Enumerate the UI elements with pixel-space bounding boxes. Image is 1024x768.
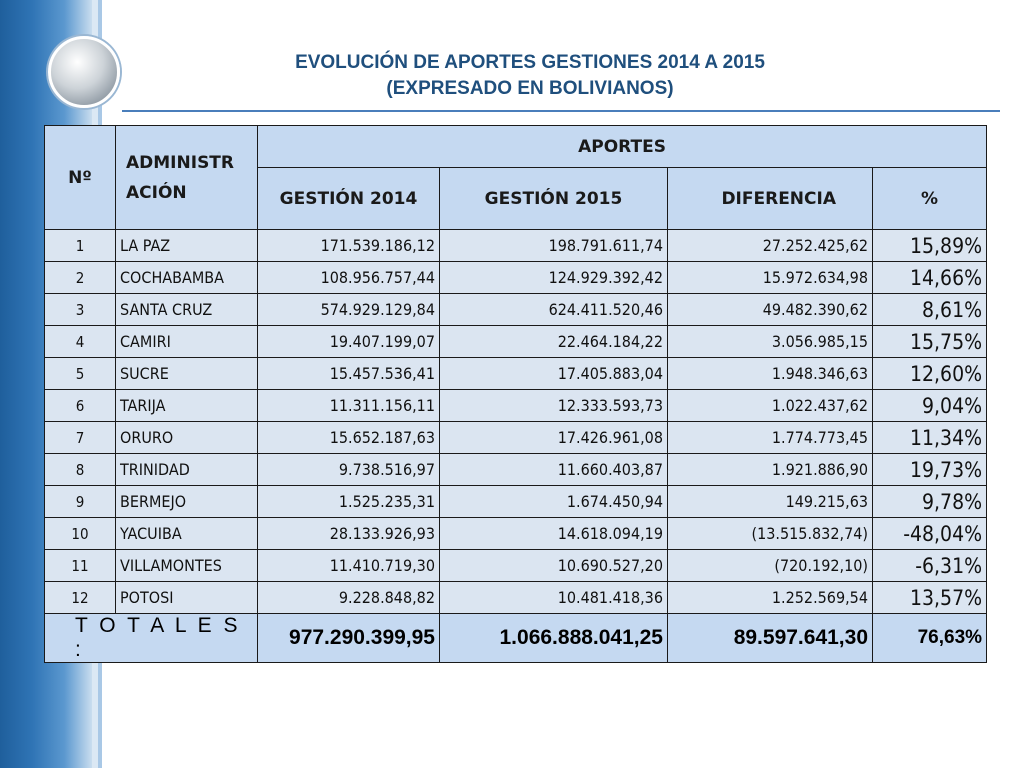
- row-percent: -48,04%: [873, 518, 987, 550]
- title-line-2: (EXPRESADO EN BOLIVIANOS): [386, 78, 674, 99]
- row-number: 9: [45, 486, 116, 518]
- row-diferencia: (720.192,10): [668, 550, 873, 582]
- row-percent: 12,60%: [873, 358, 987, 390]
- row-gestion-2015: 1.674.450,94: [440, 486, 668, 518]
- header-gestion-2014: GESTIÓN 2014: [258, 168, 440, 230]
- row-number: 11: [45, 550, 116, 582]
- header-aportes: APORTES: [258, 126, 987, 168]
- row-gestion-2015: 624.411.520,46: [440, 294, 668, 326]
- table-row: [45, 486, 987, 518]
- row-number: 5: [45, 358, 116, 390]
- row-diferencia: 1.022.437,62: [668, 390, 873, 422]
- title-divider: [122, 110, 1000, 112]
- table-row: [45, 326, 987, 358]
- row-gestion-2014: 108.956.757,44: [258, 262, 440, 294]
- row-administracion: VILLAMONTES: [116, 550, 258, 582]
- row-administracion: LA PAZ: [116, 230, 258, 262]
- row-diferencia: 149.215,63: [668, 486, 873, 518]
- row-gestion-2015: 10.690.527,20: [440, 550, 668, 582]
- row-number: 3: [45, 294, 116, 326]
- row-gestion-2014: 15.457.536,41: [258, 358, 440, 390]
- row-diferencia: 3.056.985,15: [668, 326, 873, 358]
- row-percent: 11,34%: [873, 422, 987, 454]
- row-number: 8: [45, 454, 116, 486]
- row-gestion-2015: 198.791.611,74: [440, 230, 668, 262]
- row-number: 1: [45, 230, 116, 262]
- row-percent: 19,73%: [873, 454, 987, 486]
- row-percent: 9,78%: [873, 486, 987, 518]
- totals-gestion-2015: 1.066.888.041,25: [440, 614, 668, 663]
- row-diferencia: 1.948.346,63: [668, 358, 873, 390]
- aportes-table: [44, 125, 987, 663]
- table-row: [45, 294, 987, 326]
- row-diferencia: 15.972.634,98: [668, 262, 873, 294]
- row-gestion-2014: 574.929.129,84: [258, 294, 440, 326]
- row-percent: 9,04%: [873, 390, 987, 422]
- row-administracion: ORURO: [116, 422, 258, 454]
- row-administracion: COCHABAMBA: [116, 262, 258, 294]
- row-gestion-2015: 11.660.403,87: [440, 454, 668, 486]
- row-gestion-2015: 14.618.094,19: [440, 518, 668, 550]
- row-percent: 15,75%: [873, 326, 987, 358]
- row-percent: 13,57%: [873, 582, 987, 614]
- row-gestion-2014: 171.539.186,12: [258, 230, 440, 262]
- title-line-1: EVOLUCIÓN DE APORTES GESTIONES 2014 A 2015: [295, 52, 765, 73]
- table-row: [45, 230, 987, 262]
- row-administracion: BERMEJO: [116, 486, 258, 518]
- row-gestion-2014: 19.407.199,07: [258, 326, 440, 358]
- totals-diferencia: 89.597.641,30: [668, 614, 873, 663]
- totals-percent: 76,63%: [873, 614, 987, 663]
- totals-gestion-2014: 977.290.399,95: [258, 614, 440, 663]
- row-percent: 15,89%: [873, 230, 987, 262]
- table-row: [45, 390, 987, 422]
- row-gestion-2014: 9.738.516,97: [258, 454, 440, 486]
- table-row: [45, 422, 987, 454]
- row-diferencia: 49.482.390,62: [668, 294, 873, 326]
- row-number: 2: [45, 262, 116, 294]
- row-gestion-2014: 9.228.848,82: [258, 582, 440, 614]
- row-number: 4: [45, 326, 116, 358]
- row-gestion-2015: 17.426.961,08: [440, 422, 668, 454]
- row-gestion-2014: 11.311.156,11: [258, 390, 440, 422]
- table-row: [45, 454, 987, 486]
- row-administracion: TRINIDAD: [116, 454, 258, 486]
- header-gestion-2015: GESTIÓN 2015: [440, 168, 668, 230]
- totals-label: T O T A L E S :: [45, 614, 258, 663]
- row-number: 12: [45, 582, 116, 614]
- row-administracion: POTOSI: [116, 582, 258, 614]
- row-gestion-2015: 10.481.418,36: [440, 582, 668, 614]
- row-administracion: CAMIRI: [116, 326, 258, 358]
- row-gestion-2014: 11.410.719,30: [258, 550, 440, 582]
- row-gestion-2015: 124.929.392,42: [440, 262, 668, 294]
- row-administracion: SANTA CRUZ: [116, 294, 258, 326]
- table-row: [45, 358, 987, 390]
- row-gestion-2014: 1.525.235,31: [258, 486, 440, 518]
- row-diferencia: 27.252.425,62: [668, 230, 873, 262]
- header-administracion-label: ADMINISTR ACIÓN: [126, 152, 234, 203]
- row-diferencia: 1.921.886,90: [668, 454, 873, 486]
- row-diferencia: 1.774.773,45: [668, 422, 873, 454]
- row-number: 7: [45, 422, 116, 454]
- row-gestion-2015: 12.333.593,73: [440, 390, 668, 422]
- table-row: [45, 518, 987, 550]
- row-gestion-2015: 22.464.184,22: [440, 326, 668, 358]
- row-percent: -6,31%: [873, 550, 987, 582]
- header-administracion: [116, 126, 258, 230]
- row-diferencia: 1.252.569,54: [668, 582, 873, 614]
- page-title: [110, 50, 950, 102]
- row-number: 6: [45, 390, 116, 422]
- row-administracion: YACUIBA: [116, 518, 258, 550]
- row-diferencia: (13.515.832,74): [668, 518, 873, 550]
- header-diferencia: DIFERENCIA: [668, 168, 873, 230]
- row-gestion-2014: 15.652.187,63: [258, 422, 440, 454]
- table-row: [45, 262, 987, 294]
- row-number: 10: [45, 518, 116, 550]
- row-gestion-2015: 17.405.883,04: [440, 358, 668, 390]
- row-percent: 14,66%: [873, 262, 987, 294]
- row-percent: 8,61%: [873, 294, 987, 326]
- table-row: [45, 582, 987, 614]
- header-percent: %: [873, 168, 987, 230]
- row-gestion-2014: 28.133.926,93: [258, 518, 440, 550]
- header-no: Nº: [45, 126, 116, 230]
- table-row: [45, 550, 987, 582]
- row-administracion: SUCRE: [116, 358, 258, 390]
- row-administracion: TARIJA: [116, 390, 258, 422]
